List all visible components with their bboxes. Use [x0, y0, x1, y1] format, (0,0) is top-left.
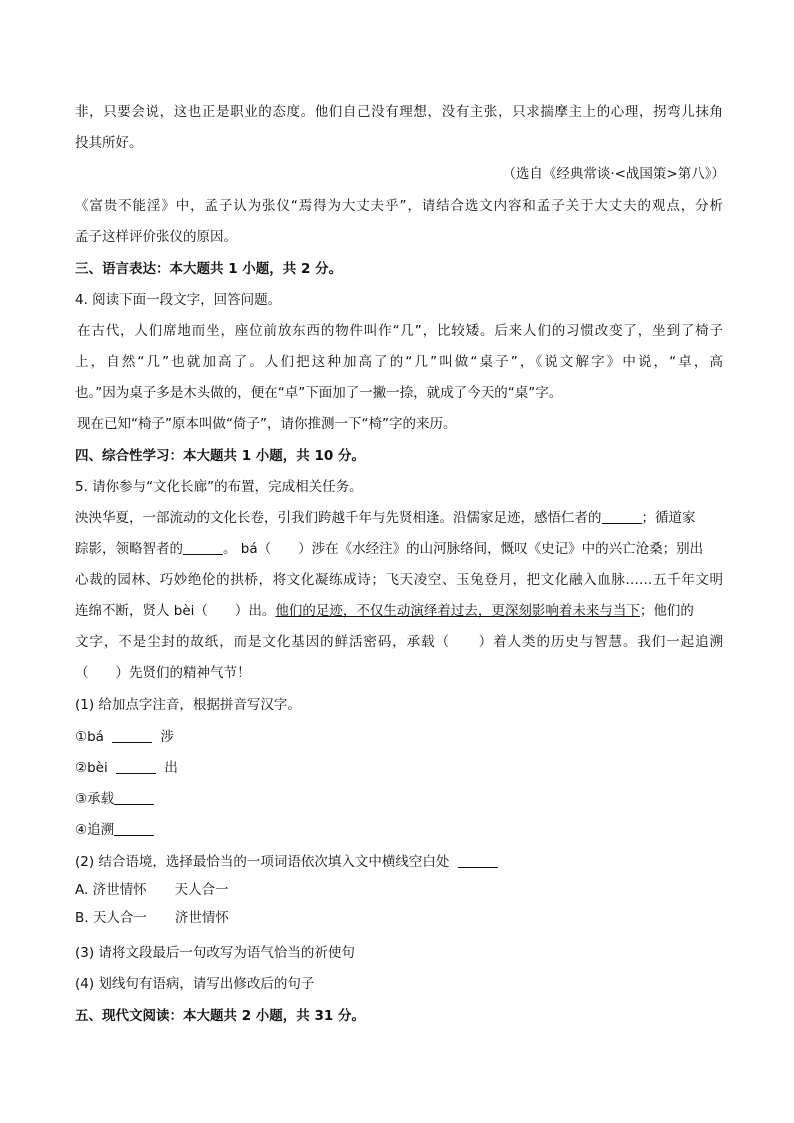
- section-info: 本大题共 1 小题，共 10 分。: [183, 448, 365, 464]
- item-label: ②bèi: [75, 760, 108, 776]
- option-b[interactable]: [75, 908, 229, 928]
- subquestion-2: [75, 852, 498, 872]
- question-text: 《富贵不能淫》中，孟子认为张仪“焉得为大丈夫乎”，请结合选文内容和孟子关于大丈夫的观点，分析: [75, 198, 723, 214]
- answer-blank[interactable]: [458, 853, 498, 868]
- question-text: 孟子这样评价张仪的原因。: [75, 229, 237, 245]
- section-heading-3: [75, 259, 342, 279]
- answer-item: [75, 727, 174, 747]
- passage-line: 在古代，人们席地而坐，座位前放东西的物件叫作“几”，比较矮。后来人们的习惯改变了，坐到了椅子: [77, 323, 723, 339]
- subquestion-1: (1) 给加点字注音，根据拼音写汉字。: [75, 697, 301, 713]
- section-heading-4: [75, 446, 365, 466]
- passage-line: [75, 601, 694, 621]
- section-title: 三、语言表达：: [75, 261, 170, 277]
- passage-line: 也。”因为桌子多是木头做的，便在“卓”下面加了一撇一捺，就成了今天的“桌”字。: [75, 385, 563, 401]
- item-label: 出: [164, 760, 178, 776]
- section-heading-5: [75, 1006, 365, 1026]
- answer-blank[interactable]: [114, 821, 154, 836]
- option-text: 济世情怀: [174, 910, 229, 926]
- passage-line: 心裁的园林、巧妙绝伦的拱桥，将文化凝练成诗；飞天凌空、玉兔登月，把文化融入血脉……五千年文明: [75, 572, 723, 588]
- passage-text: 泱泱华夏，一部流动的文化长卷，引我们跨越千年与先贤相逢。沿儒家足迹，感悟仁者的: [75, 510, 602, 526]
- answer-blank[interactable]: [114, 790, 154, 805]
- passage-line: [75, 508, 696, 528]
- section-title: 四、综合性学习：: [75, 448, 183, 464]
- item-label: ①bá: [75, 729, 104, 745]
- fill-blank[interactable]: [183, 540, 223, 555]
- answer-item: [75, 758, 178, 778]
- item-label: 涉: [160, 729, 175, 745]
- question-text: (2) 结合语境，选择最恰当的一项词语依次填入文中横线空白处: [75, 854, 450, 870]
- question-text: 现在已知“椅子”原本叫做“倚子”，请你推测一下“椅”字的来历。: [77, 416, 457, 432]
- option-a[interactable]: [75, 880, 229, 900]
- passage-text: 连绵不断，贤人 bèi（ ）出。: [75, 603, 276, 619]
- item-label: ③承载: [75, 791, 115, 807]
- passage-line: 非，只要会说，这也正是职业的态度。他们自己没有理想，没有主张，只求揣摩主上的心理，拐弯儿抹角: [75, 104, 723, 120]
- passage-line: 上，自然“几”也就加高了。人们把这种加高了的“几”叫做“桌子”，《说文解字》中说，“卓，高: [75, 354, 723, 370]
- answer-item: [75, 789, 154, 809]
- option-text: A. 济世情怀: [75, 882, 147, 898]
- subquestion-3: (3) 请将文段最后一句改写为语气恰当的祈使句: [75, 945, 355, 961]
- question-4-title: 4. 阅读下面一段文字，回答问题。: [75, 292, 282, 308]
- answer-item: [75, 820, 154, 840]
- passage-text: 。 bá（ ）涉在《水经注》的山河脉络间，慨叹《史记》中的兴亡沧桑；别出: [223, 541, 704, 557]
- passage-text: ；他们的: [639, 603, 694, 619]
- answer-blank[interactable]: [116, 759, 156, 774]
- passage-text: ；循道家: [641, 510, 696, 526]
- source-citation: （选自《经典常谈·<战国策>第八》）: [502, 166, 725, 182]
- passage-line: 投其所好。: [75, 135, 143, 151]
- option-text: B. 天人合一: [75, 910, 147, 926]
- section-info: 本大题共 1 小题，共 2 分。: [169, 261, 343, 277]
- passage-line: （ ）先贤们的精神气节！: [75, 665, 251, 681]
- passage-line: [75, 539, 703, 559]
- subquestion-4: (4) 划线句有语病，请写出修改后的句子: [75, 976, 315, 992]
- underlined-sentence: 他们的足迹，不仅生动演绎着过去，更深刻影响着未来与当下: [275, 603, 640, 619]
- passage-text: 踪影，领略智者的: [75, 541, 183, 557]
- section-title: 五、现代文阅读：: [75, 1008, 183, 1024]
- section-info: 本大题共 2 小题，共 31 分。: [183, 1008, 365, 1024]
- passage-line: 文字，不是尘封的故纸，而是文化基因的鲜活密码，承载（ ）着人类的历史与智慧。我们一起追溯: [75, 634, 723, 650]
- fill-blank[interactable]: [602, 509, 642, 524]
- item-label: ④追溯: [75, 822, 115, 838]
- question-5-title: 5. 请你参与“文化长廊”的布置，完成相关任务。: [75, 479, 363, 495]
- answer-blank[interactable]: [112, 728, 152, 743]
- option-text: 天人合一: [174, 882, 229, 898]
